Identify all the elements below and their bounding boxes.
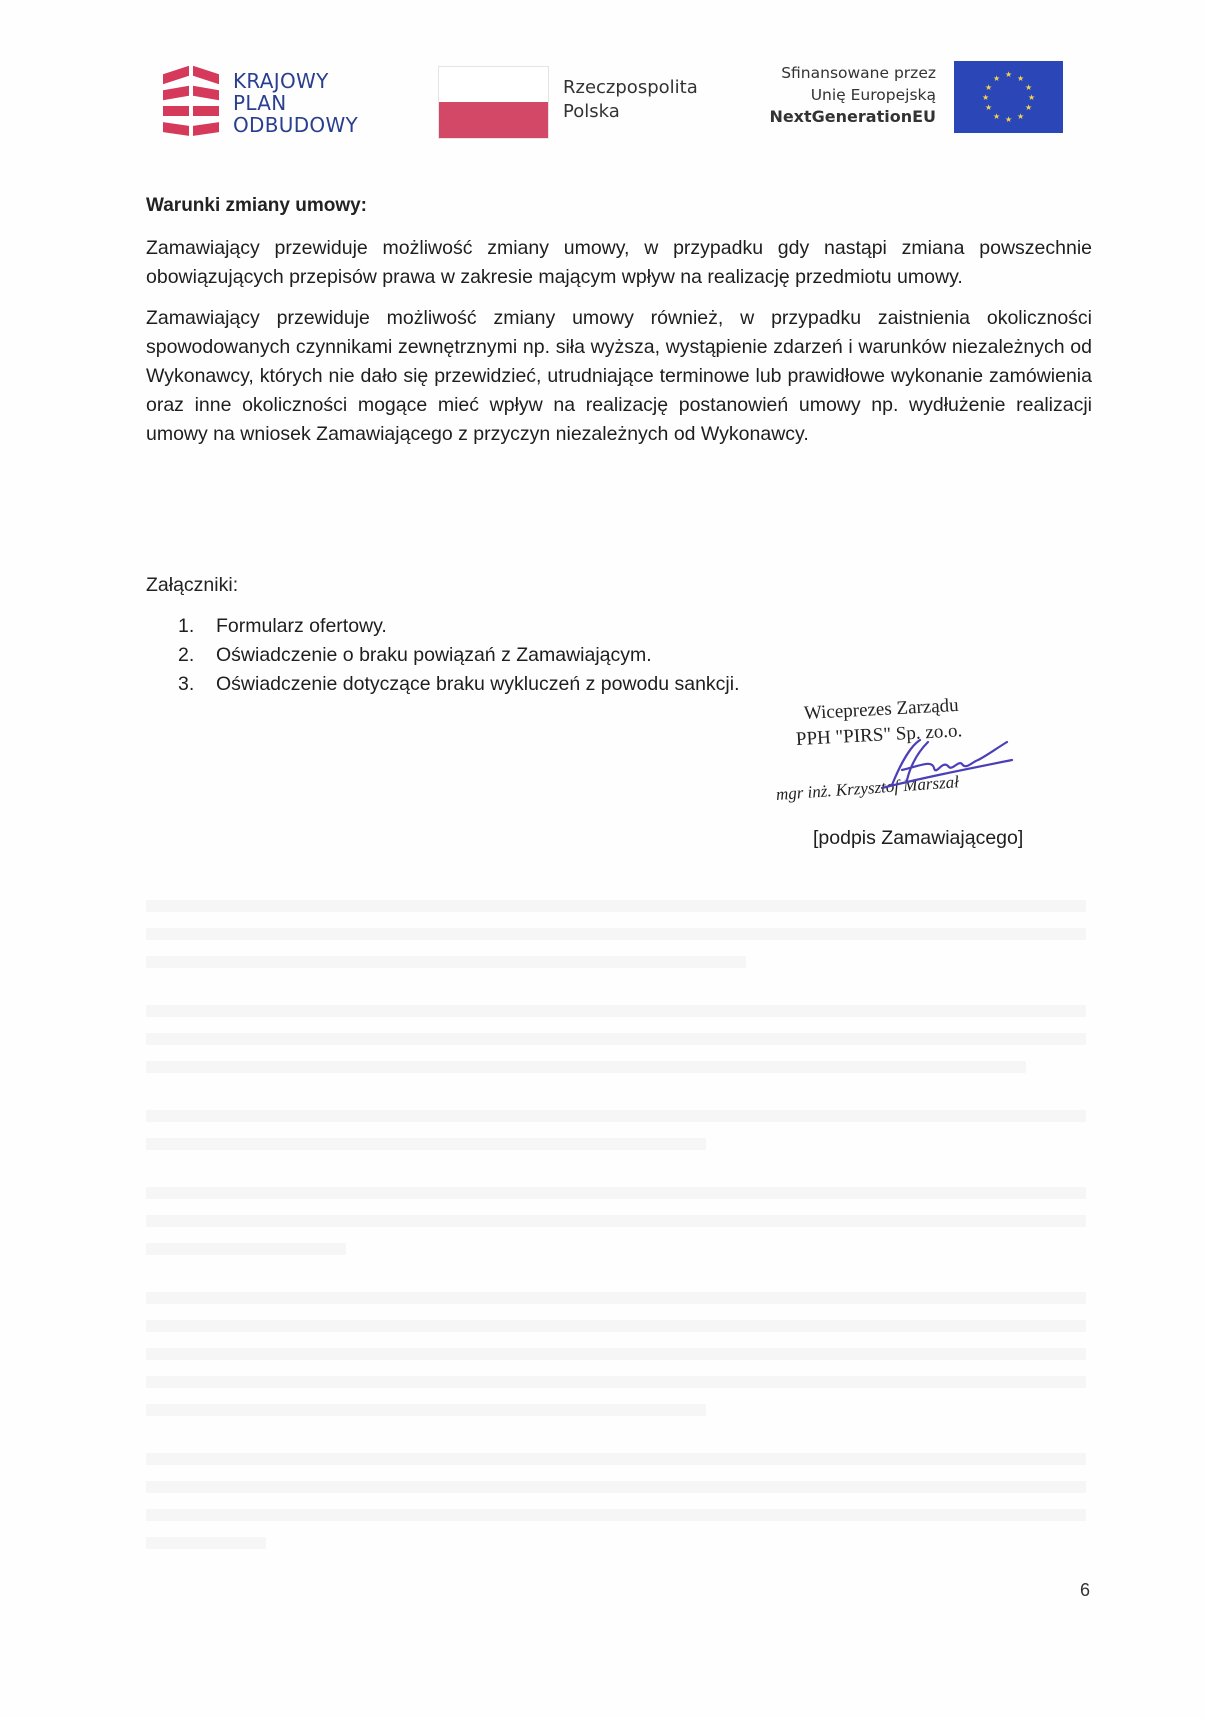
attachment-item: [178, 612, 740, 641]
kpo-line-1: KRAJOWY: [233, 69, 329, 93]
eu-line-2: Unię Europejską: [810, 86, 936, 104]
attachment-number: 2.: [178, 644, 195, 666]
poland-line-1: Rzeczpospolita: [563, 77, 698, 98]
paragraph-1: Zamawiający przewiduje możliwość zmiany umowy, w przypadku gdy nastąpi zmiana powszechnie obowiązujących przepisów prawa w zakresie mającym wpływ na realizację przedmiotu umowy.: [146, 237, 1092, 288]
kpo-logo-text: [233, 70, 358, 136]
stamp-name: mgr inż. Krzysztof Marszał: [775, 772, 960, 804]
eu-flag-icon: ★ ★ ★ ★ ★ ★ ★ ★ ★ ★ ★ ★: [954, 61, 1063, 133]
attachment-text: Oświadczenie o braku powiązań z Zamawiającym.: [216, 644, 652, 666]
paragraph-2: Zamawiający przewiduje możliwość zmiany umowy również, w przypadku zaistnienia okoliczności spowodowanych czynnikami zewnętrznymi np. siła wyższa, wystąpienie zdarzeń i warunków niezależnych od Wykonawcy, których nie dało się przewidzieć, utrudniające terminowe lub prawidłowe wykonanie zamówienia oraz inne okoliczności mogące mieć wpływ na realizację postanowień umowy np. wydłużenie realizacji umowy na wniosek Zamawiającego z przyczyn niezależnych od Wykonawcy.: [146, 307, 1092, 445]
section-heading: Warunki zmiany umowy:: [146, 195, 367, 216]
signature-caption: [podpis Zamawiającego]: [813, 827, 1024, 849]
attachment-text: Formularz ofertowy.: [216, 615, 387, 637]
kpo-building-icon: [163, 64, 221, 142]
kpo-line-3: ODBUDOWY: [233, 113, 359, 137]
attachments-label: Załączniki:: [146, 574, 239, 596]
eu-funding-text: [740, 62, 936, 128]
kpo-line-2: PLAN: [233, 91, 287, 115]
kpo-logo: [163, 64, 358, 142]
attachment-item: [178, 641, 740, 670]
page-number: 6: [1080, 1580, 1091, 1600]
poland-logo-text: [563, 76, 698, 124]
eu-line-1: Sfinansowane przez: [781, 64, 936, 82]
stamp-company: PPH "PIRS" Sp. zo.o.: [795, 720, 963, 750]
eu-line-3: NextGenerationEU: [769, 107, 936, 126]
handwritten-signature-icon: [862, 730, 1022, 800]
attachment-number: 1.: [178, 615, 195, 637]
poland-line-2: Polska: [563, 101, 620, 122]
attachments-list: [178, 612, 740, 699]
attachment-item: [178, 670, 740, 699]
stamp-title: Wiceprezes Zarządu: [803, 694, 960, 724]
attachment-number: 3.: [178, 673, 195, 695]
contract-terms-section: [146, 190, 1092, 461]
poland-flag-icon: [438, 66, 549, 139]
attachment-text: Oświadczenie dotyczące braku wykluczeń z powodu sankcji.: [216, 673, 740, 695]
